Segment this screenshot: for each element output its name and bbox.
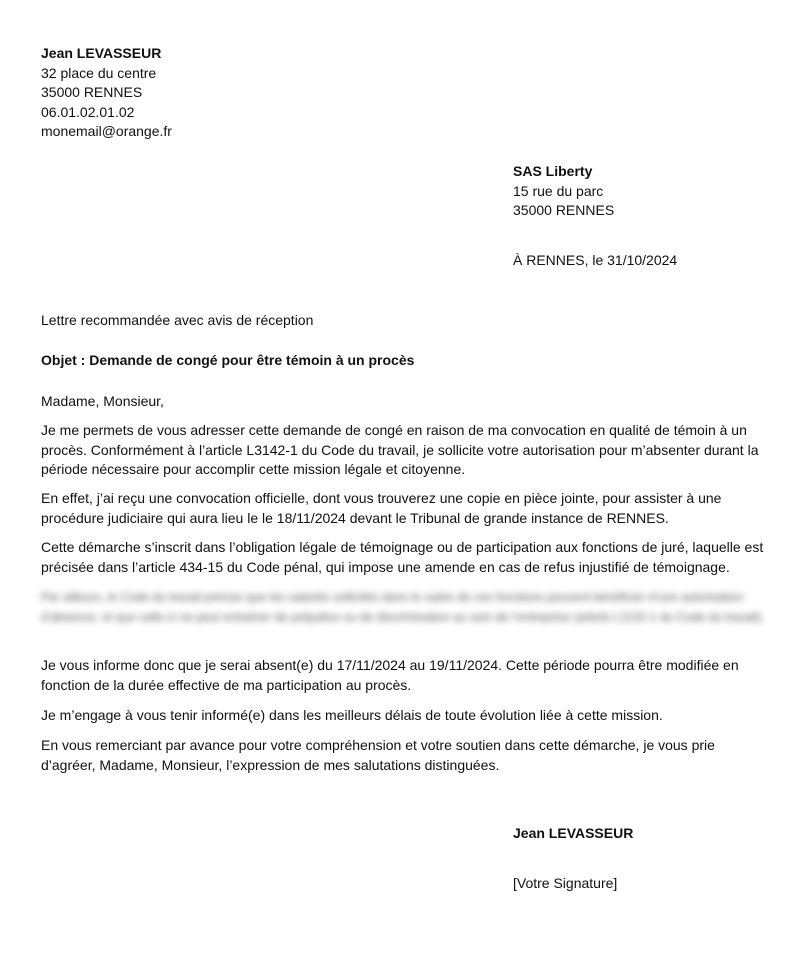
sender-city: 35000 RENNES [41,84,143,100]
recipient-address: 15 rue du parc [513,182,604,199]
body-paragraph: Cette démarche s’inscrit dans l’obligation légale de témoignage ou de participation aux fonctions de juré, laquelle est précisée dans l’article 434-15 du Code pénal, qui impose une amende en cas de refus injustifié de témoignage. [41,539,764,575]
recipient-block [513,162,614,221]
mail-type: Lettre recommandée avec avis de réception [41,312,314,328]
sender-phone: 06.01.02.01.02 [41,103,135,120]
recipient-name: SAS Liberty [513,163,593,179]
sender-address: 32 place du centre [41,64,157,81]
body-paragraph: En vous remerciant par avance pour votre compréhension et votre soutien dans cette démarche, je vous prie d’agréer, Madame, Monsieur, l’expression de mes salutations distinguées. [41,737,715,773]
signature-placeholder: [Votre Signature] [513,875,618,891]
sender-name: Jean LEVASSEUR [41,45,162,61]
place-date: À RENNES, le 31/10/2024 [513,252,678,268]
sender-block [41,44,172,142]
signature-name: Jean LEVASSEUR [513,825,634,841]
salutation: Madame, Monsieur, [41,393,164,409]
subject-line: Objet : Demande de congé pour être témoin à un procès [41,352,415,368]
recipient-city: 35000 RENNES [513,202,615,218]
sender-email: monemail@orange.fr [41,123,172,139]
body-paragraph: Je vous informe donc que je serai absent(e) du 17/11/2024 au 19/11/2024. Cette période pourra être modifiée en fonction de la durée effective de ma participation au procès. [41,657,739,693]
body-paragraph: En effet, j’ai reçu une convocation officielle, dont vous trouverez une copie en pièce jointe, pour assister à une procédure judiciaire qui aura lieu le le 18/11/2024 devant le Tribunal de grande instance de RENNES. [41,490,722,526]
body-paragraph: Je me permets de vous adresser cette demande de congé en raison de ma convocation en qualité de témoin à un procès. Conformément à l’article L3142-1 du Code du travail, je sollicite votre autorisation pour m’absenter durant la période nécessaire pour accomplir cette mission légale et citoyenne. [41,422,759,477]
body-paragraph-blurred: Par ailleurs, le Code du travail précise que les salariés sollicités dans le cadre de ces fonctions peuvent bénéficier d’une autorisation d’absence, et que celle-ci ne peut entraîner de préjudice ou de discrimination au sein de l’entreprise (article L1132-1 du Code du travail). [41,590,765,624]
body-paragraph: Je m’engage à vous tenir informé(e) dans les meilleurs délais de toute évolution liée à cette mission. [41,707,663,723]
